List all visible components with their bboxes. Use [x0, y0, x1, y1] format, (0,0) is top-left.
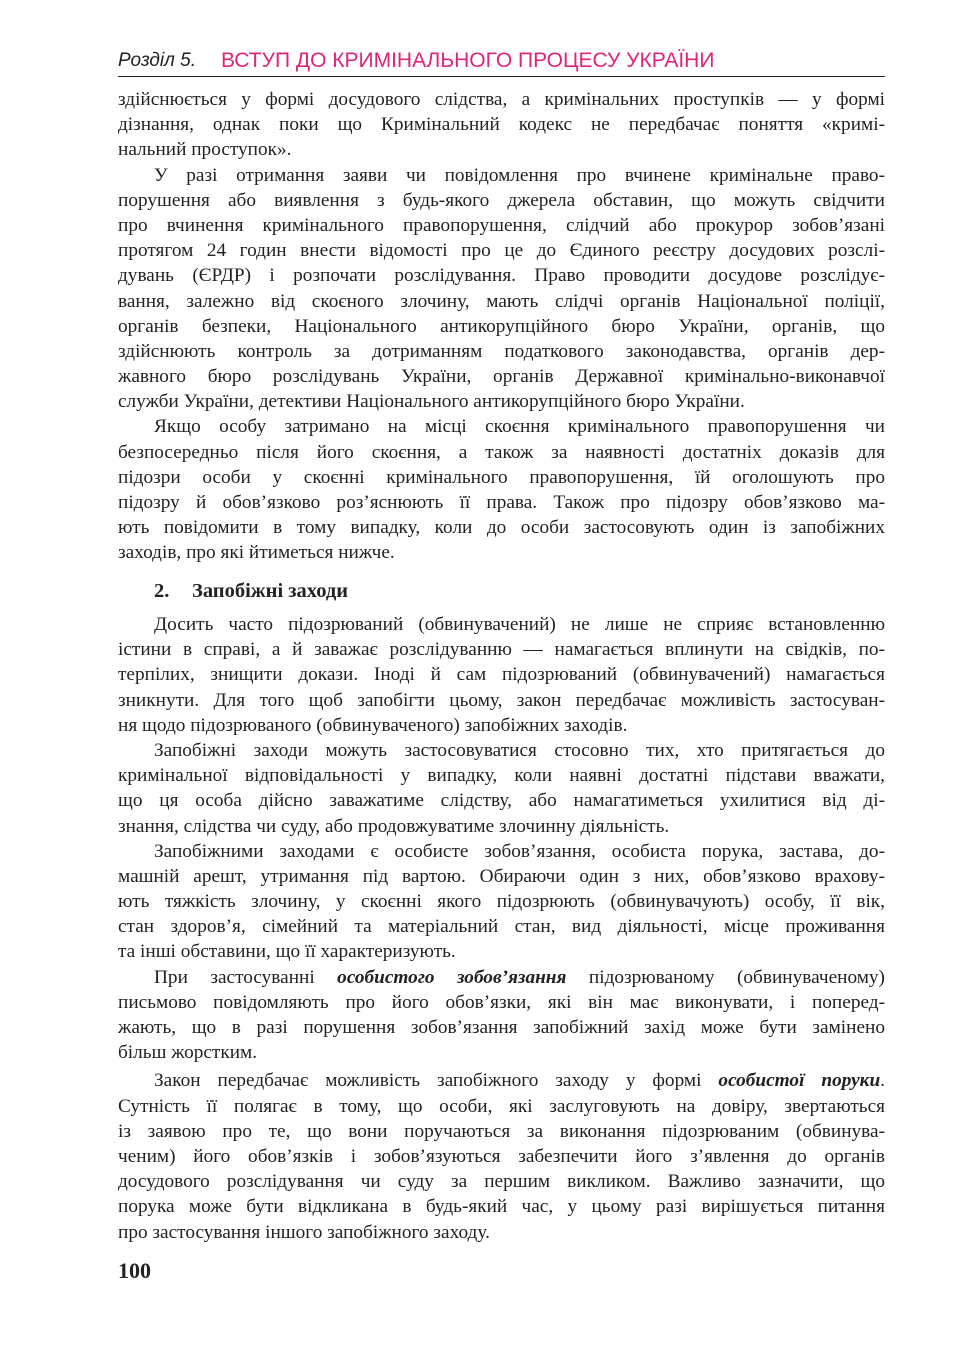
running-header [118, 48, 885, 77]
body-text-section-2 [118, 612, 885, 1245]
text-line [118, 965, 885, 990]
text-line: більш жорстким. [118, 1042, 258, 1064]
text-line: істини в справі, а й заважає розслідуванню — намагається вплинути на свідків, по- [118, 639, 885, 661]
text-line: із заявою про те, що вони поручаються за виконання підозрюваним (обвинува- [118, 1120, 885, 1142]
section-title: Запобіжні заходи [192, 580, 349, 602]
text-line: Досить часто підозрюваний (обвинувачений) не лише не сприяє встановленню [154, 614, 885, 635]
term-personal-guarantee: особистої поруки [718, 1070, 881, 1092]
text-run: підозрюваному (обвинуваченому) [566, 966, 885, 988]
paragraph [118, 1068, 885, 1244]
body-text [118, 87, 885, 566]
text-line: підозри особи у скоєнні кримінального правопорушення, їй оголошують про [118, 466, 885, 488]
text-line: кримінальної відповідальності у випадку, коли наявні достатні підстави вважати, [118, 765, 885, 787]
text-line: та інші обставини, що її характеризують. [118, 941, 456, 963]
paragraph [118, 163, 885, 415]
text-line: органів безпеки, Національного антикорупційного бюро України, органів, що [118, 315, 885, 337]
text-line: здійснюється у формі досудового слідства, а кримінальних проступків — у формі [118, 89, 885, 110]
paragraph [118, 414, 885, 565]
text-line: порушення або виявлення з будь-якого джерела обставин, що можуть свідчити [118, 189, 885, 211]
text-line: заходів, про які йтиметься нижче. [118, 542, 395, 564]
text-line: стан здоров’я, сімейний та матеріальний стан, вид діяльності, місце проживання [118, 916, 885, 938]
term-personal-obligation: особистого зобов’язання [337, 966, 567, 988]
text-line: дувань (ЄРДР) і розпочати розслідування. Право проводити досудове розслідує- [118, 265, 885, 287]
text-line: письмово повідомляють про його обов’язки, які він має виконувати, і поперед- [118, 991, 885, 1013]
text-line: ченим) його обов’язків і зобов’язуються забезпечити його з’явлення до органів [118, 1145, 885, 1167]
text-line: жавного бюро розслідувань України, органів Державної кримінально-виконавчої [118, 366, 885, 388]
text-line: знання, слідства чи суду, або продовжуватиме злочинну діяльність. [118, 815, 670, 837]
text-line: порука може бути відкликана в будь-який час, у цьому разі вирішується питання [118, 1196, 885, 1218]
text-line: вання, залежно від скоєного злочину, мають слідчі органів Національної поліції, [118, 290, 885, 312]
text-line: здійснюють контроль за дотриманням податкового законодавства, органів дер- [118, 340, 885, 362]
text-line: Якщо особу затримано на місці скоєння кримінального правопорушення чи [154, 416, 885, 438]
text-line: підозру й обов’язково роз’яснюють її права. Також про підозру обов’язково ма- [118, 492, 885, 513]
section-number: 2. [154, 580, 170, 602]
text-line: служби України, детективи Національного антикорупційного бюро України. [118, 391, 745, 413]
text-line: ють повідомити в тому випадку, коли до особи застосовують один із запобіжних [118, 517, 885, 539]
text-line: досудового розслідування чи суду за першим викликом. Важливо зазначити, що [118, 1171, 885, 1193]
text-line: про вчинення кримінального правопорушення, слідчий або прокурор зобов’язані [118, 214, 885, 236]
text-line: зникнути. Для того щоб запобігти цьому, закон передбачає можливість застосуван- [118, 689, 885, 711]
text-line: Запобіжні заходи можуть застосовуватися стосовно тих, хто притягається до [154, 739, 885, 761]
text-line: машній арешт, утримання під вартою. Обираючи один з них, обов’язково врахову- [118, 865, 885, 887]
paragraph-continued [118, 87, 885, 163]
text-line: про застосування іншого запобіжного заходу. [118, 1221, 490, 1243]
text-line: що ця особа дійсно заважатиме слідству, або намагатиметься ухилитися від ді- [118, 790, 885, 812]
text-line: жають, що в разі порушення зобов’язання запобіжний захід може бути замінено [118, 1017, 885, 1038]
text-line: ють тяжкість злочину, у скоєнні якого підозрюють (обвинувачують) особу, її вік, [118, 891, 885, 913]
paragraph [118, 738, 885, 839]
text-line: У разі отримання заяви чи повідомлення про вчинене кримінальне право- [154, 164, 885, 186]
paragraph [118, 965, 885, 1066]
text-line [118, 1068, 885, 1093]
text-line: дізнання, однак поки що Кримінальний кодекс не передбачає поняття «кримі- [118, 114, 885, 136]
text-run: . [880, 1070, 885, 1092]
text-run: При застосуванні [154, 966, 338, 988]
text-line: нальний проступок». [118, 139, 292, 161]
text-line: Сутність її полягає в тому, що особи, які заслуговують на довіру, звертаються [118, 1095, 885, 1117]
chapter-title: ВСТУП ДО КРИМІНАЛЬНОГО ПРОЦЕСУ УКРАЇНИ [221, 49, 715, 72]
text-line: Запобіжними заходами є особисте зобов’язання, особиста порука, застава, до- [154, 840, 885, 862]
text-line: протягом 24 годин внести відомості про це до Єдиного реєстру досудових розслі- [118, 240, 885, 262]
text-line: терпілих, знищити докази. Іноді й сам підозрюваний (обвинувачений) намагається [118, 664, 885, 686]
paragraph [118, 839, 885, 965]
text-run: Закон передбачає можливість запобіжного заходу у формі [154, 1070, 719, 1092]
chapter-label: Розділ 5. [118, 50, 196, 71]
page-number: 100 [118, 1258, 151, 1283]
text-line: ня щодо підозрюваного (обвинуваченого) запобіжних заходів. [118, 714, 628, 736]
section-heading [154, 580, 348, 603]
paragraph [118, 612, 885, 738]
text-line: безпосередньо після його скоєння, а також за наявності достатніх доказів для [118, 441, 885, 463]
